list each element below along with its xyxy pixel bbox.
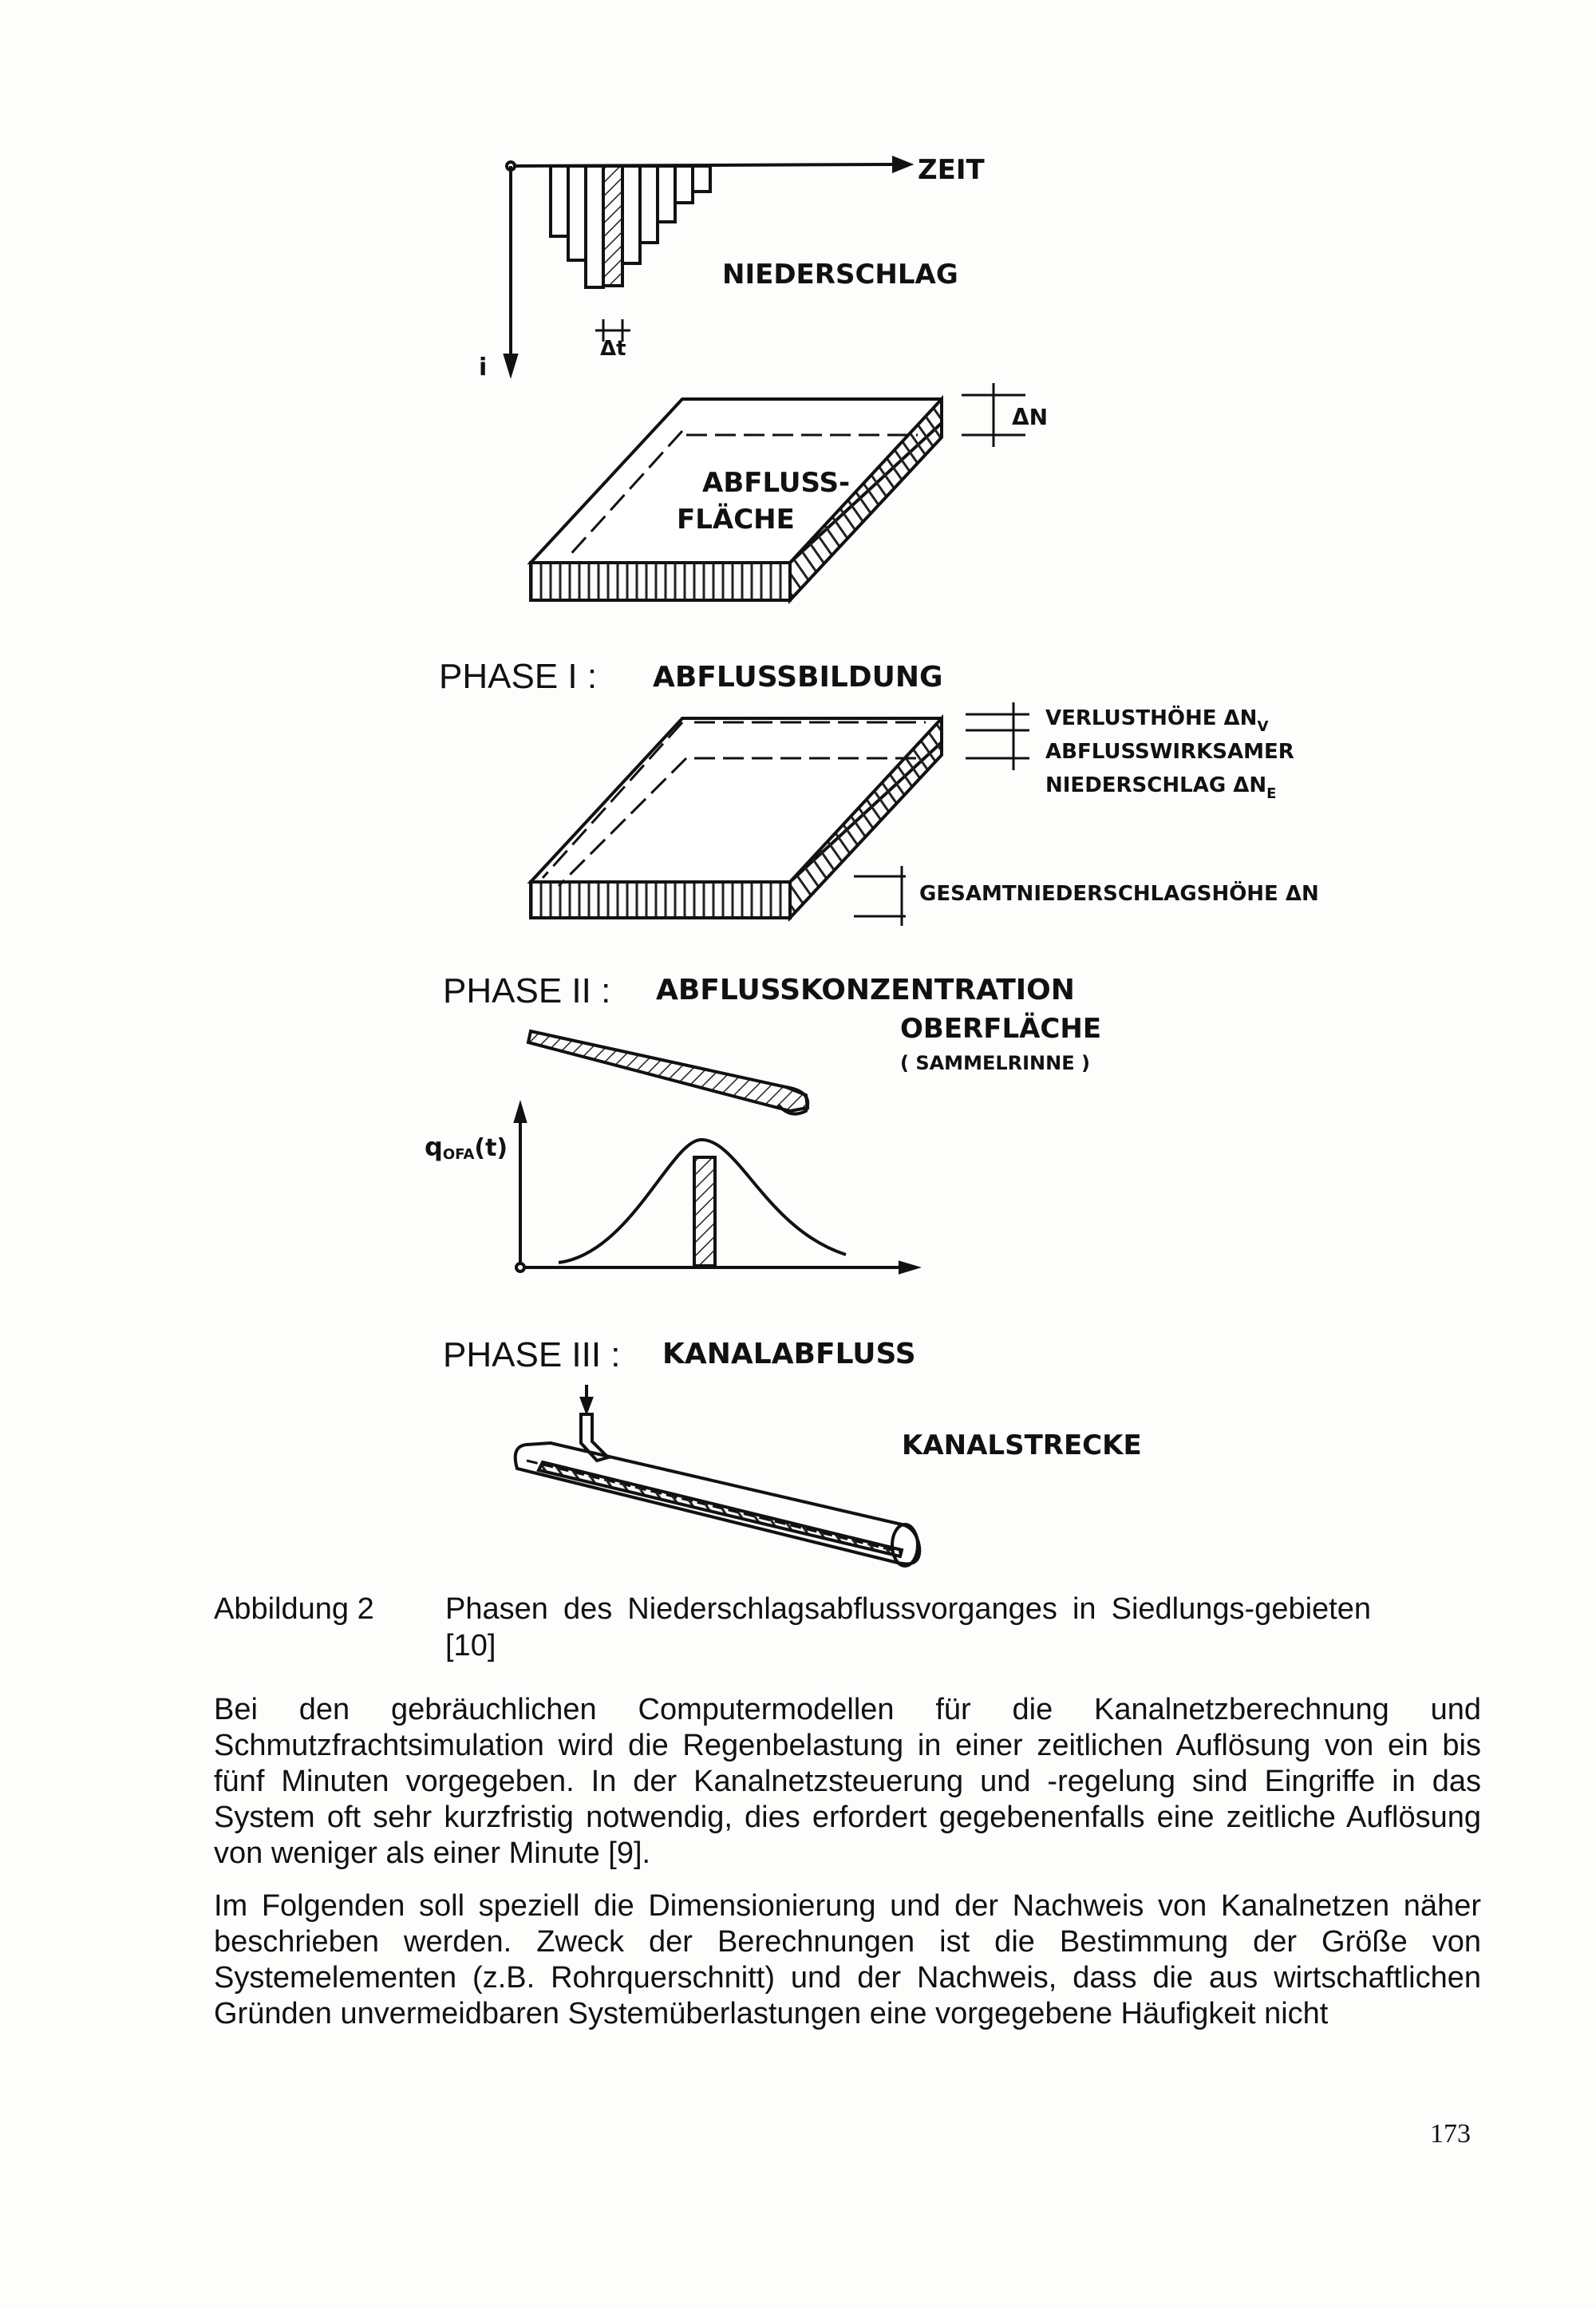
delta-n-label: ΔN: [1012, 404, 1049, 430]
paragraph-1: Bei den gebräuchlichen Computermodellen für die Kanalnetzberechnung und Schmutzfrachtsimulation wird die Regenbelastung in einer zeitlichen Auflösung von ein bis fünf Minuten vorgegeben. In der Kanalnetzsteuerung und -regelung sind Eingriffe in das System oft sehr kurzfristig notwendig, dies erfordert gegebenenfalls eine zeitliche Auflösung von weniger als einer Minute [9].: [214, 1693, 1481, 1870]
paragraph-2: Im Folgenden soll speziell die Dimensionierung und der Nachweis von Kanalnetzen näher beschrieben werden. Zweck der Berechnungen ist die Bestimmung der Größe von Systemelementen (z.B. Rohrquerschnitt) und der Nachweis, dass die aus wirtschaftlichen Gründen unvermeidbaren Systemüberlastungen eine vorgegebene Häufigkeit nicht: [214, 1889, 1481, 2030]
sammelrinne-label: ( SAMMELRINNE ): [900, 1052, 1090, 1074]
phase-3-name: PHASE III :: [443, 1335, 621, 1374]
gesamtniederschlag-label: GESAMTNIEDERSCHLAGSHÖHE ΔN: [919, 882, 1319, 906]
caption-label: Abbildung 2: [214, 1592, 374, 1626]
phase-3-heading: [443, 1335, 916, 1374]
intensity-axis-label: i: [479, 354, 488, 382]
q-axis-label: qOFA(t): [425, 1132, 508, 1163]
phase-1-heading: [439, 657, 943, 696]
kanalstrecke-label: KANALSTRECKE: [902, 1429, 1142, 1461]
niederschlag-e-label: NIEDERSCHLAG $\Delta N_E$: [1045, 773, 1277, 802]
caption-text: Phasen des Niederschlagsabflussvorganges in Siedlungs-gebieten [10]: [445, 1592, 1371, 1663]
abfluss-label: ABFLUSS-: [702, 467, 851, 499]
runoff-hydrograph: [516, 1105, 916, 1272]
delta-t-label: Δt: [600, 337, 626, 361]
abflusswirksamer-label: ABFLUSSWIRKSAMER: [1045, 740, 1294, 764]
zeit-label: ZEIT: [918, 154, 985, 186]
verlusthoehe-label: VERLUSTHÖHE $\Delta N_V$: [1045, 706, 1269, 735]
phase-2-heading: [443, 971, 1075, 1010]
sewer-pipe: [516, 1385, 920, 1566]
collecting-gutter: [528, 1031, 808, 1114]
phase-1-name: PHASE I :: [439, 657, 598, 696]
flaeche-label: FLÄCHE: [677, 504, 795, 536]
phase-1-title: ABFLUSSBILDUNG: [653, 661, 943, 694]
oberflaeche-label: OBERFLÄCHE: [900, 1013, 1102, 1045]
niederschlag-label: NIEDERSCHLAG: [722, 259, 958, 291]
phase-2-name: PHASE II :: [443, 971, 611, 1010]
page-number: 173: [1430, 2119, 1471, 2149]
phase-3-title: KANALABFLUSS: [662, 1338, 916, 1370]
phase-2-title: ABFLUSSKONZENTRATION: [656, 974, 1075, 1006]
